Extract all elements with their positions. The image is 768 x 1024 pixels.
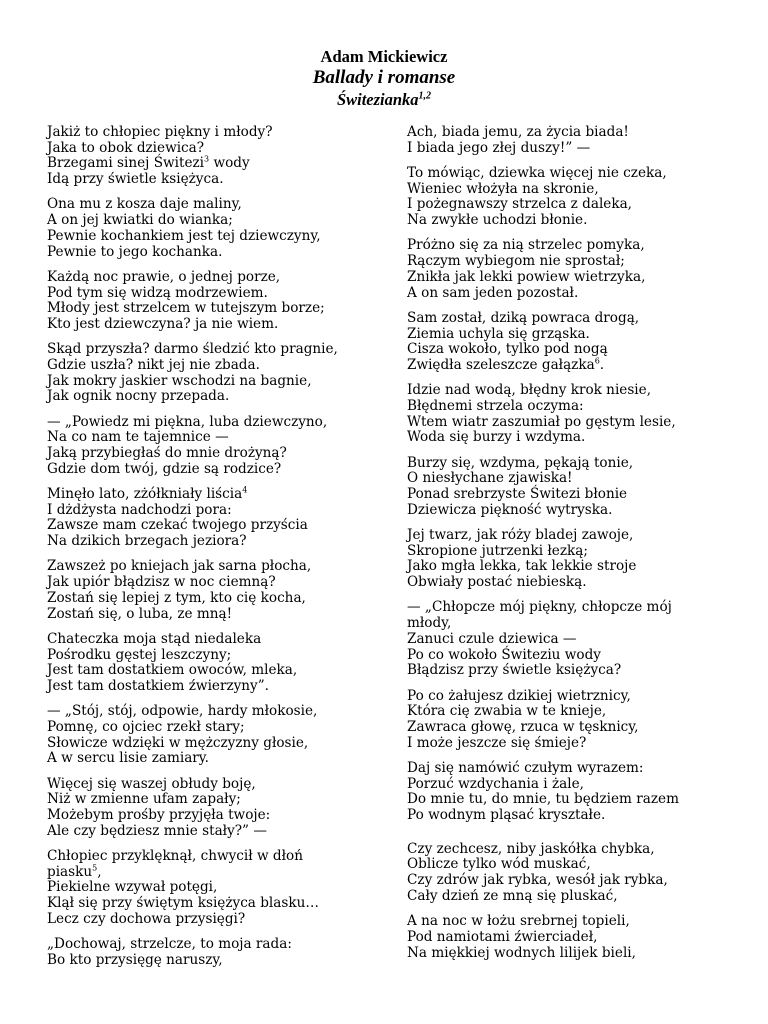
- verse-line: „Dochowaj, strzelcze, to moja rada:: [47, 936, 292, 953]
- stanza: [47, 559, 367, 622]
- stanza: [47, 415, 367, 478]
- verse-line: Jakiż to chłopiec piękny i młody?: [47, 124, 273, 140]
- verse-line: Próżno się za nią strzelec pomyka,: [407, 237, 645, 254]
- verse-line: Jak mokry jaskier wschodzi na bagnie,: [47, 372, 312, 389]
- stanza: [407, 311, 707, 374]
- verse-line: I dżdżysta nadchodzi pora:: [47, 501, 232, 518]
- verse-fragment: Zwiędła szeleszcze gałązka: [407, 356, 595, 373]
- footnote-marker: 5: [92, 863, 98, 873]
- stanza: [407, 383, 707, 446]
- stanza: [407, 689, 707, 752]
- verse-line: Gdzie uszła? nikt jej nie zbada.: [47, 356, 260, 373]
- verse-line: Jaką przybiegłaś do mnie drożyną?: [47, 445, 287, 462]
- poem-title-text: Świtezianka: [336, 90, 419, 109]
- right-column: [407, 125, 707, 971]
- verse-line: Pewnie kochankiem jest tej dziewczyny,: [47, 227, 321, 244]
- verse-line: Zanuci czule dziewica —: [407, 630, 577, 647]
- verse-line: Ponad srebrzyste Świtezi błonie: [407, 486, 628, 503]
- stanza: [407, 761, 707, 824]
- footnote-marker: 4: [242, 485, 248, 495]
- verse-line: Jej twarz, jak róży bladej zawoje,: [407, 527, 634, 544]
- stanza: [407, 600, 707, 679]
- verse-line: Pod tym się widzą modrzewiem.: [47, 284, 268, 301]
- verse-line: A w sercu lisie zamiary.: [47, 750, 209, 767]
- verse-line: Na co nam te tajemnice —: [47, 429, 229, 446]
- verse-line: Idzie nad wodą, błędny krok niesie,: [407, 382, 652, 399]
- verse-line: Sam został, dziką powraca drogą,: [407, 309, 640, 326]
- stanza: [47, 777, 367, 840]
- verse-line: Na dzikich brzegach jeziora?: [47, 533, 247, 550]
- verse-line: Czy zechcesz, niby jaskółka chybka,: [407, 840, 655, 857]
- verse-line: Oblicze tylko wód muskać,: [407, 856, 591, 873]
- verse-line: Więcej się waszej obłudy boję,: [47, 775, 256, 792]
- verse-line: I pożegnawszy strzelca z daleka,: [407, 196, 632, 213]
- verse-line: Bo kto przysięgę naruszy,: [47, 951, 223, 968]
- verse-line: Porzuć wzdychania i żale,: [407, 775, 584, 792]
- verse-line: Burzy się, wzdyma, pękają tonie,: [407, 454, 634, 471]
- verse-line: Ale czy będziesz mnie stały?” —: [47, 822, 267, 839]
- verse-line: Na zwykłe uchodzi błonie.: [407, 212, 588, 229]
- verse-line: Ona mu z kosza daje maliny,: [47, 196, 242, 213]
- stanza: [407, 125, 707, 156]
- stanza: [407, 238, 707, 301]
- stanza: [407, 166, 707, 229]
- verse-line: I może jeszcze się śmieje?: [407, 734, 587, 751]
- verse-line: — „Chłopcze mój piękny, chłopcze mój: [407, 599, 672, 616]
- verse-line: Pośrodku gęstej leszczyny;: [47, 646, 232, 663]
- stanza: [47, 270, 367, 333]
- verse-fragment: Minęło lato, zżółkniały liścia: [47, 486, 243, 503]
- verse-line: Możebym prośby przyjęła twoje:: [47, 807, 271, 824]
- verse-line: Czy zdrów jak rybka, wesół jak rybka,: [407, 872, 668, 889]
- verse-line: A on jej kwiatki do wianka;: [47, 212, 233, 229]
- poem-title: [0, 90, 768, 110]
- verse-line: To mówiąc, dziewka więcej nie czeka,: [407, 165, 667, 181]
- verse-line: Jako mgła lekka, tak lekkie stroje: [407, 558, 637, 575]
- verse-line: Jak ognik nocny przepada.: [47, 388, 230, 405]
- verse-line: Zostań się lepiej z tym, kto cię kocha,: [47, 589, 306, 606]
- verse-line: Klął się przy świętym księżyca blasku…: [47, 895, 319, 912]
- verse-line: Rączym wybiegom nie sprostał;: [407, 253, 625, 270]
- verse-line: Pomnę, co ojciec rzekł stary;: [47, 718, 245, 735]
- verse-line: Skropione jutrzenki łezką;: [407, 542, 588, 559]
- stanza: [47, 487, 367, 550]
- verse-line: Cały dzień ze mną się pluskać,: [407, 887, 618, 904]
- verse-line-continuation: piasku$^5$,: [47, 863, 102, 880]
- verse-line: Która cię zwabia w te knieje,: [407, 703, 607, 720]
- footnote-marker: 3: [204, 154, 210, 164]
- verse-line: Po wodnym pląsać kryształe.: [407, 807, 606, 824]
- verse-line: Piekielne wzywał potęgi,: [47, 879, 218, 896]
- verse-line: Do mnie tu, do mnie, tu będziem razem: [407, 791, 679, 808]
- verse-line: Wieniec włożyła na skronie,: [407, 180, 599, 197]
- verse-line: Młody jest strzelcem w tutejszym borze;: [47, 300, 325, 317]
- verse-line: Słowicze wdzięki w mężczyzny głosie,: [47, 734, 309, 751]
- verse-line: Zawszeż po kniejach jak sarna płocha,: [47, 558, 312, 575]
- verse-line: I biada jego złej duszy!” —: [407, 139, 591, 156]
- verse-line: [47, 487, 367, 503]
- verse-line: Idą przy świetle księżyca.: [47, 171, 224, 188]
- verse-line: Chłopiec przyklęknął, chwycił w dłoń: [47, 848, 303, 865]
- verse-line: [47, 156, 367, 172]
- verse-line: A na noc w łożu srebrnej topieli,: [407, 913, 630, 930]
- author-name: Adam Mickiewicz: [320, 47, 448, 66]
- verse-line: Jest tam dostatkiem owoców, mleka,: [47, 662, 298, 679]
- verse-line: Zwiędła szeleszcze gałązka$^6$.: [407, 356, 605, 373]
- collection-title: Ballady i romanse: [312, 67, 456, 88]
- verse-line: Obwiały postać niebieską.: [407, 574, 587, 591]
- verse-line: Cisza wokoło, tylko pod nogą: [407, 341, 608, 358]
- verse-line: Każdą noc prawie, o jednej porze,: [47, 268, 281, 285]
- verse-line: Błądzisz przy świetle księżyca?: [407, 662, 622, 679]
- stanza: [407, 842, 707, 905]
- verse-line: Zostań się, o luba, ze mną!: [47, 605, 233, 622]
- stanza: [47, 125, 367, 188]
- verse-line: Jaka to obok dziewica?: [47, 139, 205, 156]
- stanza: [47, 197, 367, 260]
- verse-line: — „Stój, stój, odpowie, hardy młokosie,: [47, 703, 318, 720]
- verse-line: Wtem wiatr zaszumiał po gęstym lesie,: [407, 413, 676, 430]
- verse-line: Woda się burzy i wzdyma.: [407, 429, 586, 446]
- verse-line: Ach, biada jemu, za życia biada!: [407, 124, 629, 140]
- verse-line-continuation: młody,: [407, 615, 452, 632]
- stanza: [407, 914, 707, 961]
- verse-line: Lecz czy dochowa przysięgi?: [47, 910, 246, 927]
- verse-line: Zawsze mam czekać twojego przyścia: [47, 517, 308, 534]
- verse-line: Błędnemi strzela oczyma:: [407, 397, 584, 414]
- stanza: [47, 704, 367, 767]
- stanza: [47, 937, 367, 968]
- stanza: [407, 528, 707, 591]
- verse-line: Niż w zmienne ufam zapały;: [47, 791, 241, 808]
- footnote-marker: 6: [594, 356, 600, 366]
- stanza: [47, 342, 367, 405]
- verse-line: Po co wokoło Świteziu wody: [407, 646, 601, 663]
- verse-line: Chateczka moja stąd niedaleka: [47, 630, 262, 647]
- stanza: [407, 456, 707, 519]
- verse-line: Jest tam dostatkiem źwierzyny”.: [47, 677, 270, 694]
- verse-line: Daj się namówić czułym wyrazem:: [407, 759, 644, 776]
- verse-line: — „Powiedz mi piękna, luba dziewczyno,: [47, 413, 328, 430]
- verse-fragment: piasku: [47, 863, 93, 880]
- verse-line: Jak upiór błądzisz w noc ciemną?: [47, 574, 276, 591]
- stanza: [47, 632, 367, 695]
- verse-line: A on sam jeden pozostał.: [407, 284, 579, 301]
- left-column: [47, 125, 367, 978]
- verse-fragment: wody: [213, 155, 250, 172]
- stanza: [47, 849, 367, 928]
- poem-title-footnote: 1,2: [418, 90, 432, 102]
- verse-line: Znikła jak lekki powiew wietrzyka,: [407, 268, 646, 285]
- verse-line: Kto jest dziewczyna? ja nie wiem.: [47, 315, 279, 332]
- verse-line: Zawraca głowę, rzuca w tęsknicy,: [407, 718, 639, 735]
- verse-line: O niesłychane zjawiska!: [407, 470, 573, 487]
- verse-line: Pod namiotami źwierciadeł,: [407, 928, 598, 945]
- verse-line: Ziemia uchyla się grząska.: [407, 325, 590, 342]
- verse-line: Skąd przyszła? darmo śledzić kto pragnie,: [47, 341, 338, 358]
- verse-line: Pewnie to jego kochanka.: [47, 243, 223, 260]
- verse-line: Gdzie dom twój, gdzie są rodzice?: [47, 460, 282, 477]
- verse-line: Na miękkiej wodnych lilijek bieli,: [407, 944, 636, 961]
- verse-line: Dziewicza piękność wytryska.: [407, 501, 613, 518]
- verse-fragment: Brzegami sinej Świtezi: [47, 155, 205, 172]
- verse-line: Po co żałujesz dzikiej wietrznicy,: [407, 687, 631, 704]
